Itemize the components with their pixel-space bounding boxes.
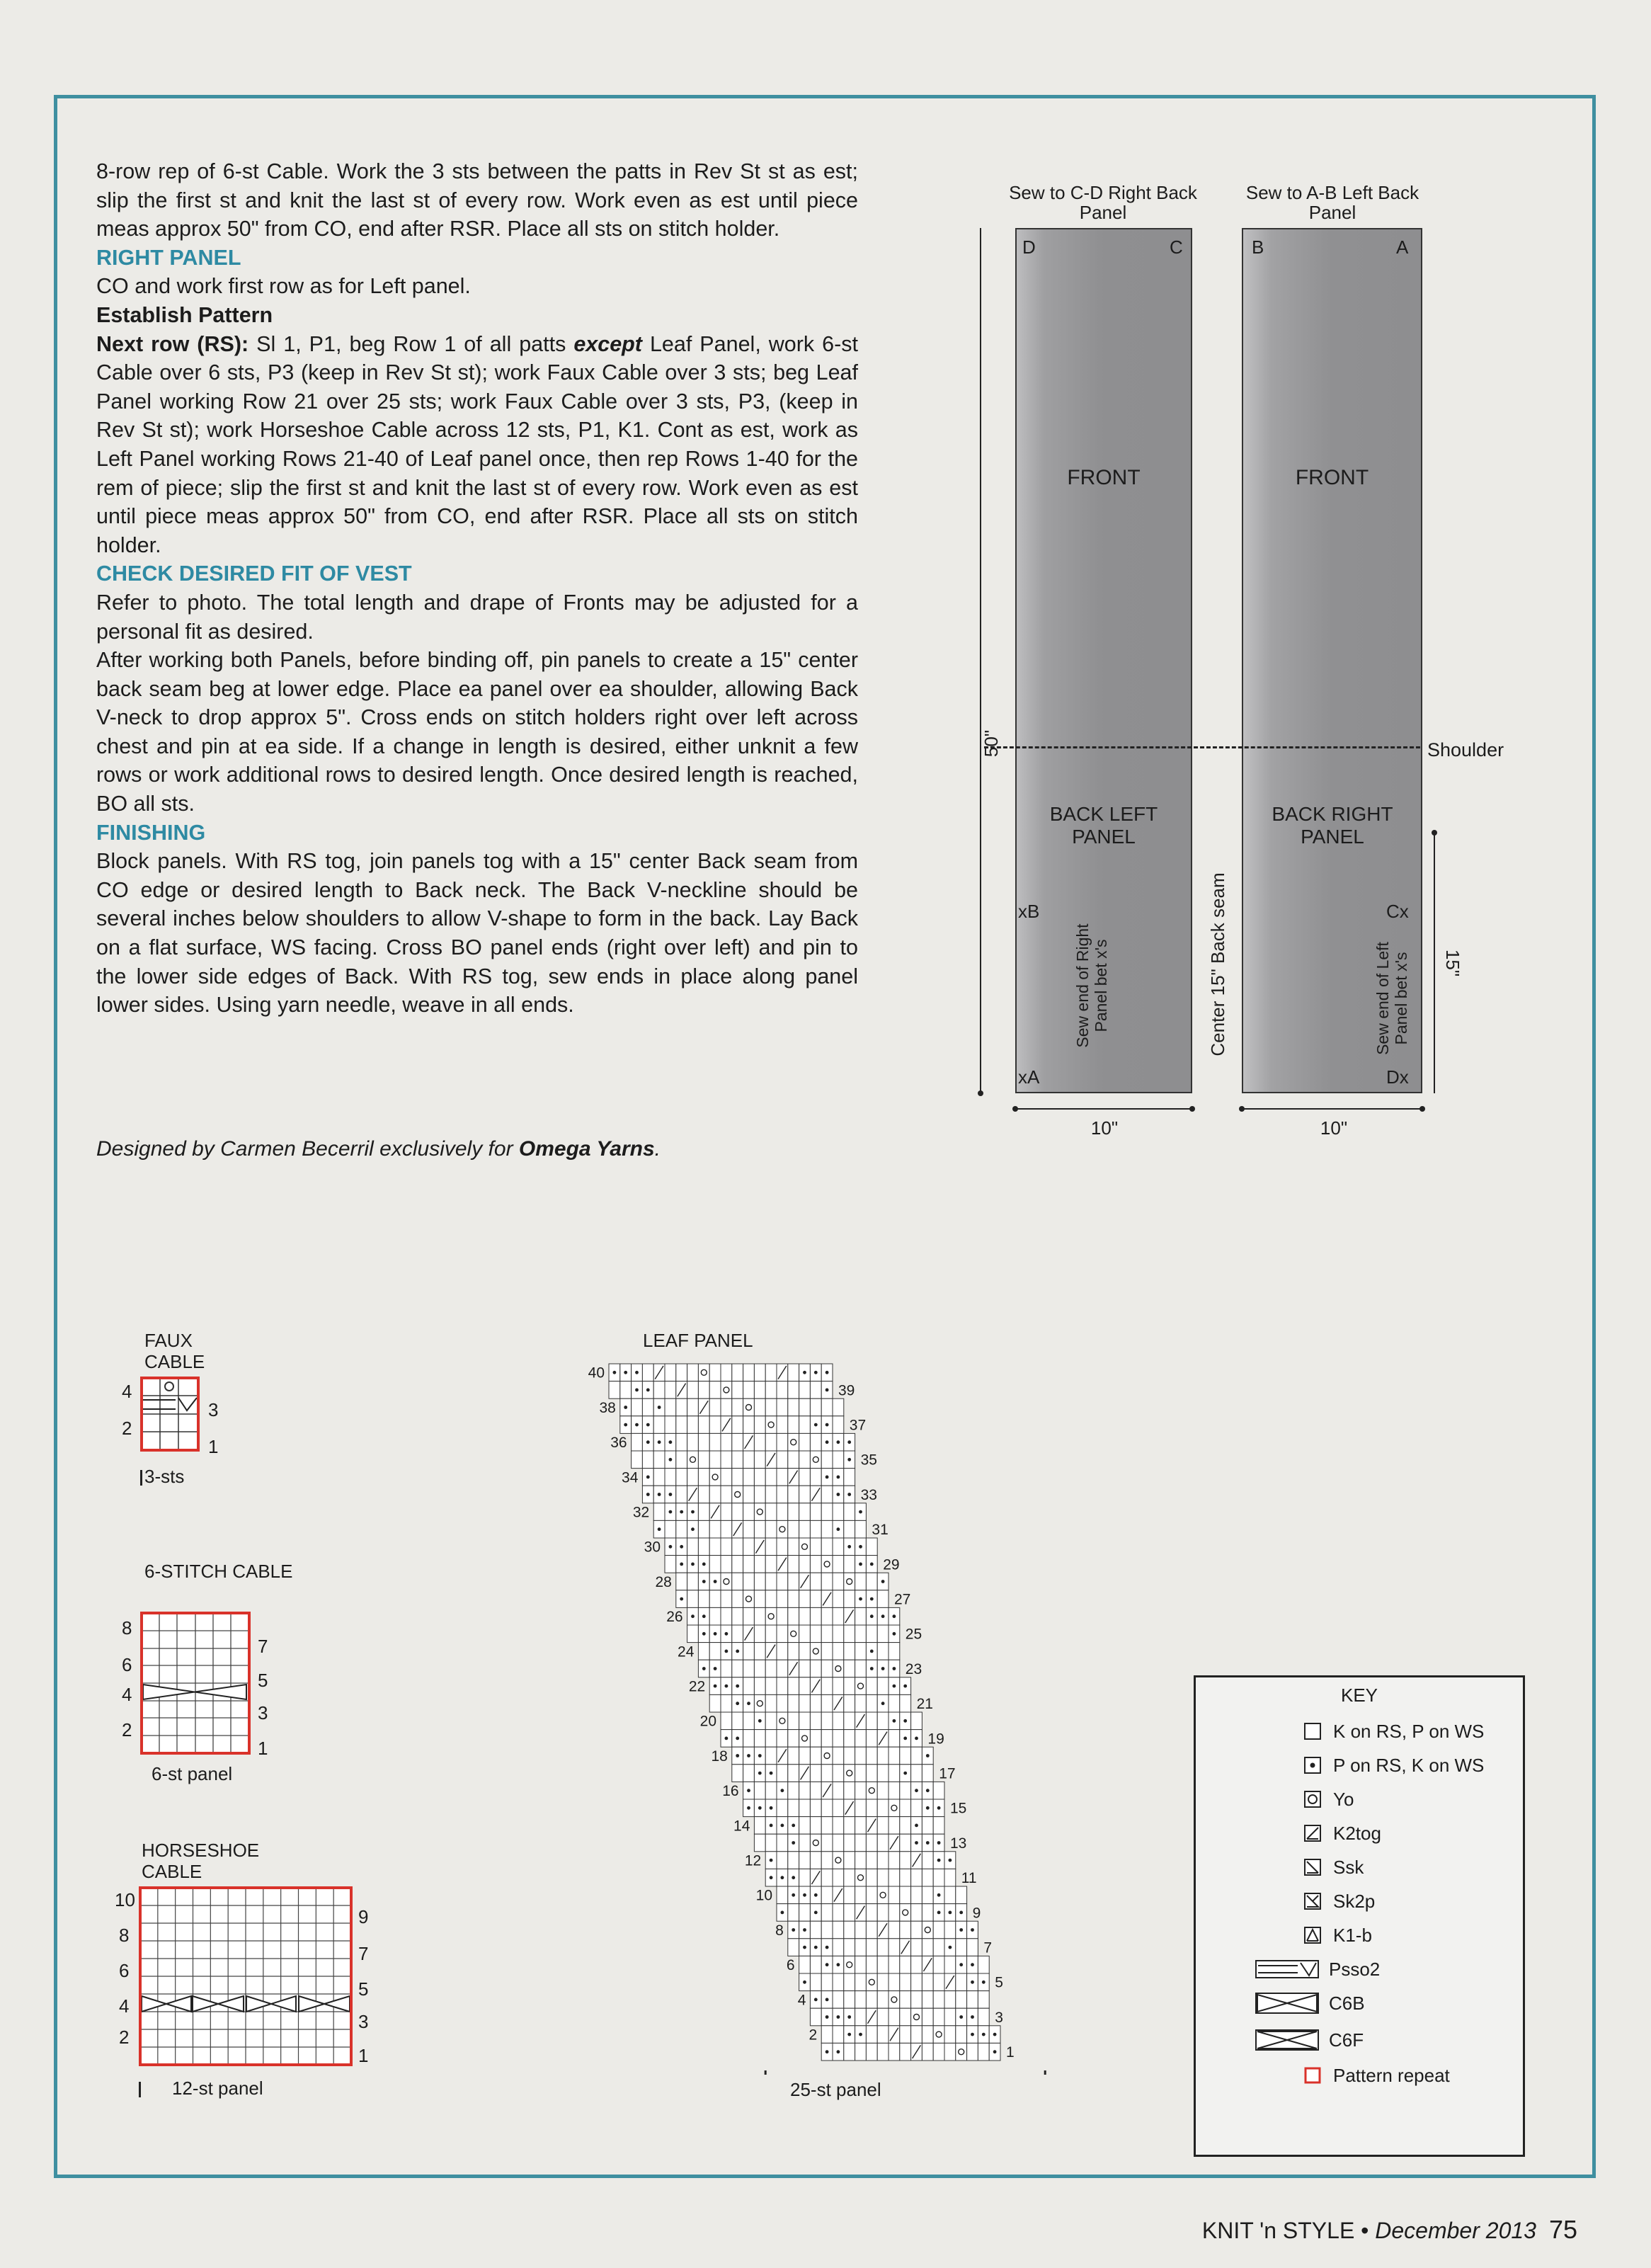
paragraph-panels: After working both Panels, before binding off, pin panels to create a 15" center back seam beg at lower edge. Place ea panel over ea shoulder, allowing Back V-neck to drop approx 5". Cross ends on stitch holders right over left across chest and pin at ea side. If a change in length is desired, either unknit a few rows or work additional rows to desired length. Once desired length is reached, BO all sts. <box>96 648 858 816</box>
key-item-pattern-repeat: Pattern repeat <box>1302 2061 1450 2090</box>
six-row-3: 3 <box>258 1702 268 1723</box>
ssk-symbol-icon <box>1304 1859 1321 1876</box>
leaf-row-label: 25 <box>905 1626 922 1643</box>
knit-symbol-icon <box>1304 1723 1321 1740</box>
front-label-left: FRONT <box>1067 466 1141 489</box>
paragraph-continuation: 8-row rep of 6-st Cable. Work the 3 sts between the patts in Rev St st as est; slip the first st and knit the last st of every row. Work even as est until piece meas approx 50" from CO, end after RSR. Place all sts on stitch holder. <box>96 159 858 241</box>
faux-row-4: 4 <box>122 1381 132 1402</box>
right-top-label: Sew to A-B Left Back Panel <box>1245 182 1419 223</box>
next-row-except: except <box>573 331 642 356</box>
next-row-lead: Next row (RS): <box>96 331 249 356</box>
designer-credit: Designed by Carmen Becerril exclusively for Omega Yarns. <box>96 1137 661 1161</box>
letter-xb: xB <box>1018 901 1040 922</box>
leaf-row-label: 7 <box>983 1939 993 1956</box>
heading-finishing: FINISHING <box>96 820 206 845</box>
leaf-row-label: 31 <box>872 1522 889 1539</box>
horse-row-4: 4 <box>119 1995 130 2017</box>
heading-check-fit: CHECK DESIRED FIT OF VEST <box>96 562 412 586</box>
key-item-yo: Yo <box>1302 1785 1354 1813</box>
leaf-panel-repeat-label: 25-st panel <box>790 2079 881 2100</box>
front-label-right: FRONT <box>1295 466 1369 489</box>
leaf-row-label: 5 <box>995 1974 1003 1991</box>
six-row-5: 5 <box>258 1670 268 1691</box>
six-row-8: 8 <box>122 1617 132 1639</box>
leaf-row-label: 9 <box>972 1905 981 1922</box>
leaf-row-label: 38 <box>599 1399 616 1416</box>
page-number: 75 <box>1548 2215 1577 2244</box>
horseshoe-title: HORSESHOE CABLE <box>142 1840 260 1882</box>
faux-cable-title: FAUX CABLE <box>144 1330 205 1372</box>
horse-row-1: 1 <box>358 2045 369 2066</box>
key-item-c6b: C6B <box>1302 1989 1365 2017</box>
key-item-c6f: C6F <box>1302 2026 1364 2054</box>
letter-cx: Cx <box>1386 901 1409 922</box>
horse-row-5: 5 <box>358 1978 369 2000</box>
horse-row-2: 2 <box>119 2027 130 2048</box>
key-item-k2tog: K2tog <box>1302 1819 1381 1847</box>
leaf-row-label: 28 <box>655 1573 672 1590</box>
leaf-row-label: 37 <box>849 1417 867 1434</box>
next-row-text-a: Sl 1, P1, beg Row 1 of all patts <box>248 331 574 356</box>
heading-establish-pattern: Establish Pattern <box>96 302 273 327</box>
leaf-row-label: 18 <box>711 1748 728 1765</box>
heading-right-panel: RIGHT PANEL <box>96 245 241 270</box>
horse-row-10: 10 <box>115 1889 135 1910</box>
leaf-row-label: 3 <box>995 2009 1003 2026</box>
footer-issue: December 2013 <box>1375 2218 1536 2243</box>
leaf-row-label: 34 <box>622 1469 639 1486</box>
purl-symbol-icon <box>1304 1757 1321 1774</box>
leaf-row-label: 29 <box>883 1556 900 1573</box>
back-right-label: BACK RIGHT PANEL <box>1272 803 1393 848</box>
leaf-row-label: 19 <box>927 1731 944 1748</box>
key-item-ssk: Ssk <box>1302 1853 1364 1881</box>
faux-row-2: 2 <box>122 1418 132 1439</box>
yo-symbol-icon <box>1304 1791 1321 1808</box>
six-row-2: 2 <box>122 1719 132 1740</box>
letter-d: D <box>1022 237 1036 258</box>
key-item-psso2: Psso2 <box>1302 1955 1380 1983</box>
six-row-1: 1 <box>258 1738 268 1759</box>
k2tog-symbol-icon <box>1304 1825 1321 1842</box>
width-right-label: 10" <box>1320 1117 1348 1139</box>
leaf-row-label: 21 <box>916 1696 933 1713</box>
leaf-row-label: 24 <box>678 1643 695 1660</box>
leaf-row-label: 26 <box>666 1609 683 1626</box>
horse-row-7: 7 <box>358 1943 369 1964</box>
leaf-row-label: 4 <box>797 1992 806 2009</box>
next-row-text-b: Leaf Panel, work 6-st Cable over 6 sts, P3 (keep in Rev St st); work Faux Cable over 3 sts; beg Leaf Panel working Row 21 over 25 sts; work Faux Cable over 3 sts, P3, (keep in Rev St st); work Horseshoe Cable across 12 sts, P1, K1. Cont as est, work as Left Panel working Rows 21-40 of Leaf panel once, then rep Rows 1-40 for the rem of piece; slip the first st and knit the last st of every row. Work even as est until piece meas approx 50" from CO, end after RSR. Place all sts on stitch holder. <box>96 331 859 557</box>
faux-row-3: 3 <box>208 1399 219 1420</box>
faux-cable-grid <box>140 1377 200 1452</box>
leaf-row-label: 23 <box>905 1660 922 1677</box>
leaf-row-label: 1 <box>1006 2044 1015 2061</box>
leaf-row-label: 40 <box>588 1364 605 1381</box>
paragraph-right-panel: CO and work first row as for Left panel. <box>96 274 471 299</box>
chart-key <box>1194 1675 1525 2157</box>
leaf-row-label: 39 <box>838 1382 855 1399</box>
leaf-row-label: 6 <box>786 1957 795 1974</box>
leaf-row-label: 10 <box>755 1887 772 1904</box>
center-seam-label: Center 15" Back seam <box>1207 872 1228 1056</box>
length-label: 50" <box>981 729 1002 758</box>
leaf-row-label: 13 <box>950 1835 967 1852</box>
leaf-panel-title: LEAF PANEL <box>643 1330 753 1351</box>
six-stitch-panel: 6-st panel <box>152 1763 233 1784</box>
horse-row-3: 3 <box>358 2011 369 2032</box>
leaf-row-label: 27 <box>894 1591 911 1608</box>
key-title: KEY <box>1340 1685 1378 1706</box>
key-item-k1b: K1-b <box>1302 1921 1372 1949</box>
six-row-7: 7 <box>258 1636 268 1657</box>
page-footer: KNIT 'n STYLE • December 2013 75 <box>1201 2215 1577 2244</box>
leaf-row-label: 30 <box>644 1539 661 1556</box>
leaf-row-label: 36 <box>610 1435 627 1452</box>
seam-length-label: 15" <box>1442 949 1463 977</box>
six-stitch-grid <box>140 1612 251 1755</box>
sew-right-label: Sew end of Left Panel bet x's <box>1373 942 1410 1055</box>
leaf-row-label: 32 <box>632 1504 650 1521</box>
horse-row-9: 9 <box>358 1906 369 1927</box>
leaf-row-label: 12 <box>744 1852 762 1869</box>
six-stitch-title: 6-STITCH CABLE <box>144 1561 293 1582</box>
six-row-4: 4 <box>122 1684 132 1705</box>
letter-b: B <box>1252 237 1264 258</box>
six-row-6: 6 <box>122 1654 132 1675</box>
leaf-row-label: 33 <box>860 1486 877 1503</box>
leaf-row-label: 22 <box>688 1678 706 1695</box>
leaf-row-label: 15 <box>950 1800 967 1817</box>
psso2-symbol-icon <box>1255 1960 1319 1978</box>
back-left-label: BACK LEFT PANEL <box>1049 803 1158 848</box>
leaf-row-label: 35 <box>860 1452 877 1469</box>
paragraph-fit: Refer to photo. The total length and drape of Fronts may be adjusted for a personal fit as desired. <box>96 590 858 644</box>
left-top-label: Sew to C-D Right Back Panel <box>1009 182 1197 223</box>
k1b-symbol-icon <box>1304 1927 1321 1944</box>
pattern-repeat-icon <box>1304 2067 1321 2084</box>
leaf-row-label: 20 <box>699 1713 716 1730</box>
sew-left-label: Sew end of Right Panel bet x's <box>1073 923 1110 1048</box>
footer-magazine: KNIT 'n STYLE <box>1201 2218 1355 2243</box>
key-item-sk2p: Sk2p <box>1302 1887 1375 1915</box>
leaf-panel-grid <box>496 1352 1104 2075</box>
faux-row-1: 1 <box>208 1436 219 1457</box>
c6b-symbol-icon <box>1255 1993 1319 2014</box>
key-item-knit: K on RS, P on WS <box>1302 1717 1484 1745</box>
horse-row-8: 8 <box>119 1925 130 1946</box>
horseshoe-panel: 12-st panel <box>139 2078 263 2099</box>
letter-a: A <box>1396 237 1409 258</box>
key-item-purl: P on RS, K on WS <box>1302 1751 1484 1779</box>
faux-cable-panel: 3-sts <box>140 1466 184 1487</box>
c6f-symbol-icon <box>1255 2029 1319 2051</box>
width-left-label: 10" <box>1090 1117 1119 1139</box>
leaf-row-label: 16 <box>722 1783 739 1800</box>
leaf-row-label: 17 <box>939 1765 956 1782</box>
letter-c: C <box>1170 237 1183 258</box>
leaf-row-label: 14 <box>733 1818 750 1835</box>
horse-row-6: 6 <box>119 1960 130 1981</box>
horseshoe-grid <box>139 1886 353 2066</box>
leaf-row-label: 2 <box>809 2027 818 2044</box>
leaf-row-label: 8 <box>775 1922 784 1939</box>
sk2p-symbol-icon <box>1304 1893 1321 1910</box>
shoulder-label: Shoulder <box>1427 739 1504 760</box>
letter-xa: xA <box>1018 1066 1040 1088</box>
leaf-row-label: 11 <box>961 1870 977 1887</box>
letter-dx: Dx <box>1386 1066 1409 1088</box>
paragraph-finishing: Block panels. With RS tog, join panels tog with a 15" center Back seam from CO edge or desired length to Back neck. The Back V-neckline should be several inches below shoulders to allow V-shape to form in the back. Lay Back on a flat surface, WS facing. Cross BO panel ends (right over left) and pin to the lower side edges of Back. With RS tog, sew ends in place along panel lower sides. Using yarn needle, weave in all ends. <box>96 849 858 1018</box>
